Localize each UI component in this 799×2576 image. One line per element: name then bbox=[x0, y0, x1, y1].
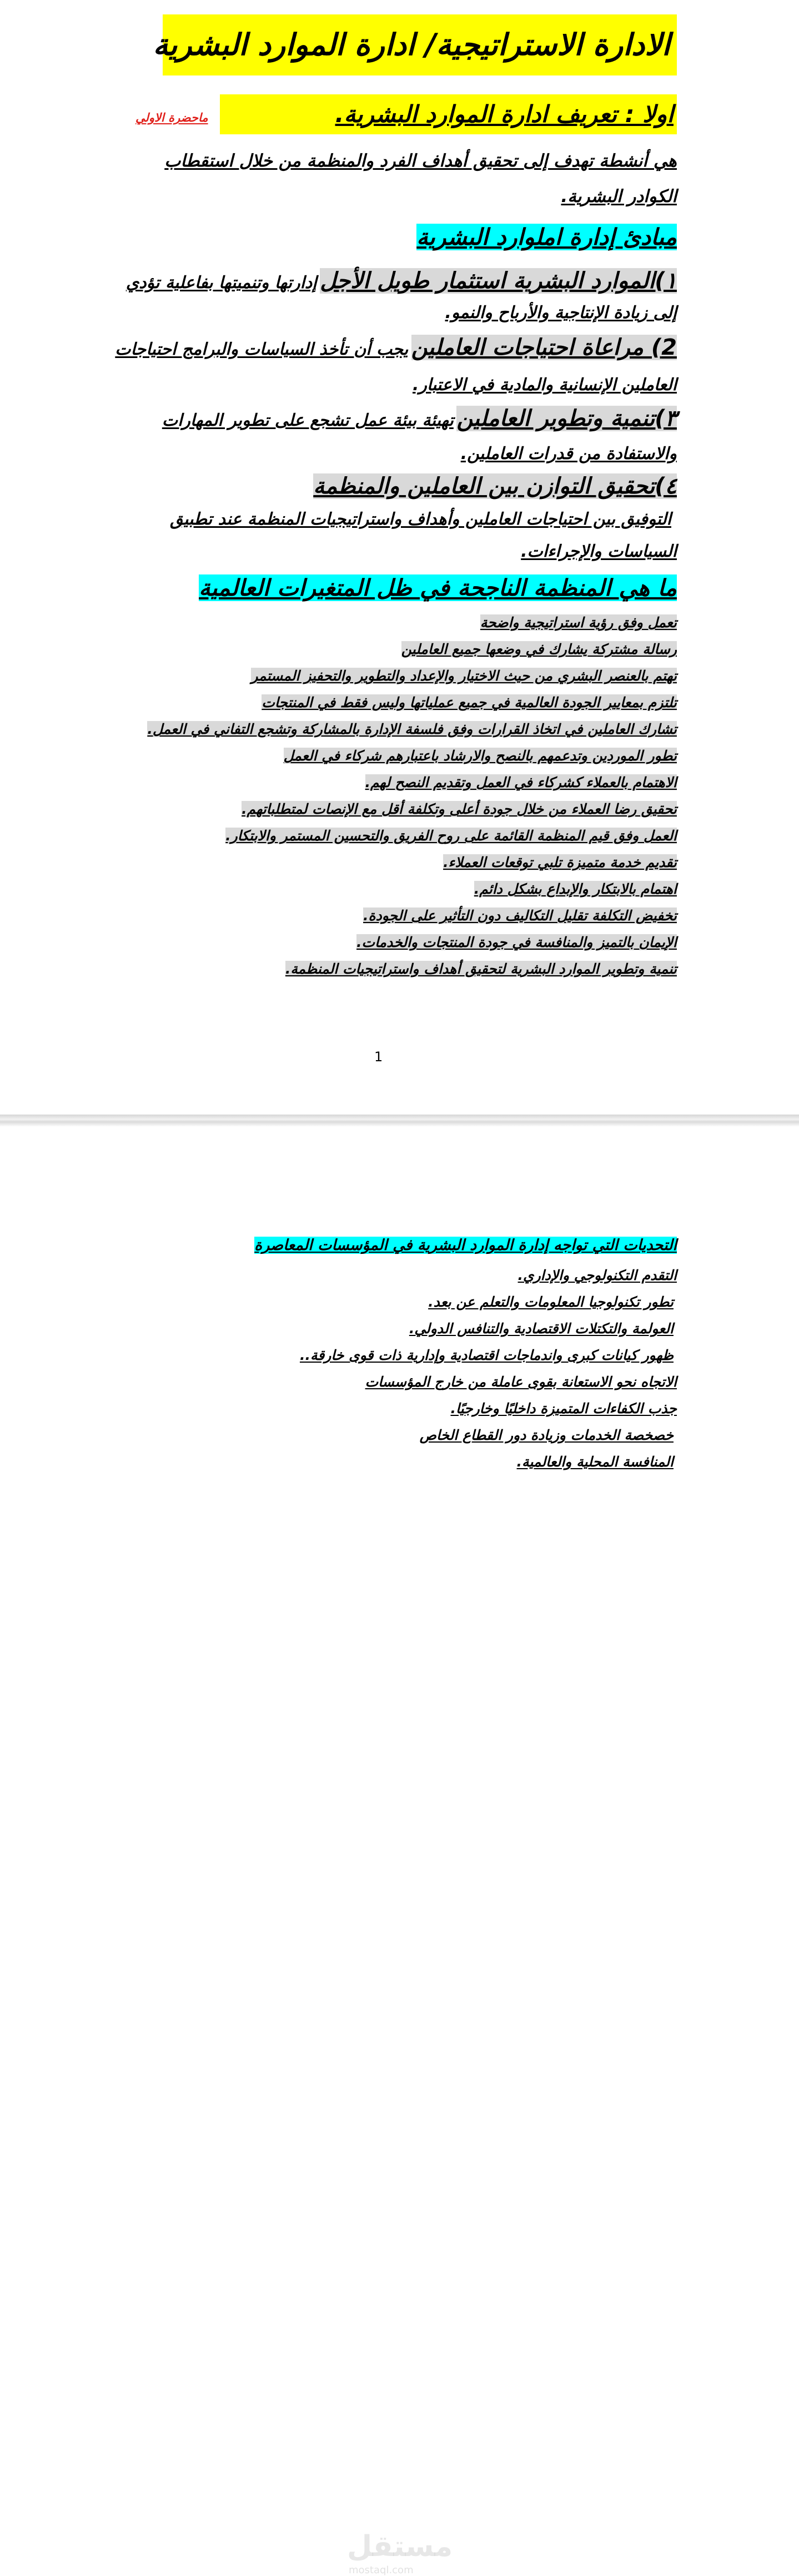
watermark-logo: مستقل bbox=[347, 2530, 453, 2563]
principle-2-continued: العاملين الإنسانية والمادية في الاعتبار. bbox=[412, 375, 677, 395]
lecture-label: ماحضرة الاولي bbox=[135, 111, 208, 124]
list-item: تطور تكنولوجيا المعلومات والتعلم عن بعد. bbox=[428, 1294, 674, 1310]
principle-1-text: إدارتها وتنميتها بفاعلية تؤدي bbox=[125, 273, 317, 293]
list-item: خصخصة الخدمات وزيادة دور القطاع الخاص bbox=[419, 1427, 674, 1443]
definition-heading-text: اولا : تعريف ادارة الموارد البشرية. bbox=[335, 100, 674, 128]
challenges-heading bbox=[254, 1237, 677, 1254]
principle-3-continued: والاستفادة من قدرات العاملين. bbox=[460, 444, 677, 463]
principle-2-title: 2) مراعاة احتياجات العاملين bbox=[411, 335, 677, 360]
principle-3-title: ٣)تنمية وتطوير العاملين bbox=[456, 406, 677, 431]
principle-2-text: يجب أن تأخذ السياسات والبرامج احتياجات bbox=[115, 340, 409, 359]
main-title: الادارة الاستراتيجية/ ادارة الموارد البشرية bbox=[163, 14, 677, 75]
list-item: المنافسة المحلية والعالمية. bbox=[516, 1454, 674, 1470]
principle-1 bbox=[126, 265, 677, 296]
list-item: ظهور كيانات كبرى واندماجات اقتصادية وإدارية ذات قوى خارقة.. bbox=[299, 1347, 674, 1363]
list-item: تنمية وتطوير الموارد البشرية لتحقيق أهداف واستراتيجيات المنظمة. bbox=[285, 961, 677, 977]
list-item: الاتجاه نحو الاستعانة بقوى عاملة من خارج المؤسسات bbox=[365, 1374, 677, 1390]
successful-org-heading bbox=[199, 572, 677, 604]
principle-2 bbox=[115, 332, 677, 363]
list-item: اهتمام بالابتكار والإبداع بشكل دائم. bbox=[474, 881, 677, 897]
list-item: رسالة مشتركة يشارك في وضعها جميع العاملين bbox=[401, 641, 677, 657]
page-number: 1 bbox=[374, 1049, 383, 1065]
list-item: تهتم بالعنصر البشري من حيث الاختيار والإعداد والتطوير والتحفيز المستمر bbox=[251, 668, 677, 684]
challenges-heading-text: التحديات التي تواجه إدارة الموارد البشرية في المؤسسات المعاصرة bbox=[254, 1237, 677, 1254]
list-item: تلتزم بمعايير الجودة العالمية في جميع عملياتها وليس فقط في المنتجات bbox=[262, 694, 677, 710]
definition-heading bbox=[220, 94, 677, 134]
watermark-url: mostaql.com bbox=[349, 2564, 414, 2576]
document-page-2 bbox=[0, 1127, 799, 2576]
list-item: تحقيق رضا العملاء من خلال جودة أعلى وتكلفة أقل مع الإنصات لمتطلباتهم. bbox=[242, 801, 677, 817]
principle-4-continued: السياسات والإجراءات. bbox=[521, 542, 677, 561]
list-item: الاهتمام بالعملاء كشركاء في العمل وتقديم النصح لهم. bbox=[365, 774, 677, 790]
principle-3-text: تهيئة بيئة عمل تشجع على تطوير المهارات bbox=[162, 411, 454, 430]
list-item: الإيمان بالتميز والمنافسة في جودة المنتجات والخدمات. bbox=[356, 934, 677, 950]
list-item: تطور الموردين وتدعمهم بالنصح والارشاد باعتبارهم شركاء في العمل bbox=[283, 748, 677, 764]
principle-4-title: ٤)تحقيق التوازن بين العاملين والمنظمة bbox=[313, 473, 677, 499]
list-item: تشارك العاملين في اتخاذ القرارات وفق فلسفة الإدارة بالمشاركة وتشجع التفاني في العمل. bbox=[147, 721, 677, 737]
list-item: تقديم خدمة متميزة تلبي توقعات العملاء. bbox=[443, 854, 677, 870]
definition-line-2: الكوادر البشرية. bbox=[561, 186, 677, 206]
list-item: تخفيض التكلفة تقليل التكاليف دون التأثير على الجودة. bbox=[363, 908, 677, 924]
page-separator bbox=[0, 1115, 799, 1127]
successful-org-heading-text: ما هي المنظمة الناجحة في ظل المتغيرات العالمية bbox=[199, 574, 677, 601]
list-item: جذب الكفاءات المتميزة داخليًا وخارجيًا. bbox=[450, 1400, 677, 1416]
principles-heading bbox=[416, 221, 677, 253]
principle-4-text: التوفيق بين احتياجات العاملين وأهداف واستراتيجيات المنظمة عند تطبيق bbox=[170, 510, 671, 529]
principle-1-continued: إلى زيادة الإنتاجية والأرباح والنمو. bbox=[445, 303, 677, 322]
list-item: العولمة والتكتلات الاقتصادية والتنافس الدولي. bbox=[409, 1320, 674, 1337]
list-item: تعمل وفق رؤية استراتيجية واضحة bbox=[480, 614, 677, 631]
principle-1-title: ١)الموارد البشرية استثمار طويل الأجل bbox=[320, 268, 677, 294]
principles-heading-text: مبادئ إدارة املوارد البشرية bbox=[416, 224, 677, 250]
list-item: العمل وفق قيم المنظمة القائمة على روح الفريق والتحسين المستمر والابتكار. bbox=[225, 828, 677, 844]
list-item: التقدم التكنولوجي والإداري. bbox=[517, 1267, 677, 1283]
principle-4 bbox=[313, 471, 677, 502]
definition-line-1: هي أنشطة تهدف إلى تحقيق أهداف الفرد والمنظمة من خلال استقطاب bbox=[164, 151, 677, 171]
principle-3 bbox=[162, 403, 677, 434]
document-page-1 bbox=[0, 0, 799, 1115]
